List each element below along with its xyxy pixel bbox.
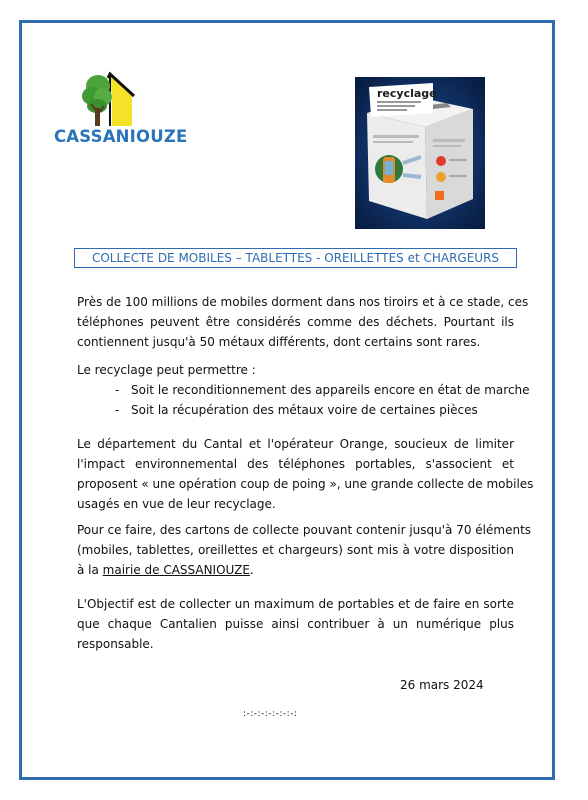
separator: :-:-:-:-:-:-:-:	[243, 709, 298, 719]
text-line: responsable.	[77, 637, 154, 651]
text-line: (mobiles, tablettes, oreillettes et chargeurs) sont mis à votre disposition	[77, 543, 514, 557]
text-line-suffix: .	[249, 563, 254, 577]
document-date: 26 mars 2024	[400, 678, 484, 692]
text-line: Le département du Cantal et l'opérateur Orange, soucieux de limiter	[77, 437, 514, 451]
paragraph-objective	[77, 594, 514, 654]
text-line: que chaque Cantalien puisse ainsi contribuer à un numérique plus	[77, 617, 514, 631]
text-line: Pour ce faire, des cartons de collecte pouvant contenir jusqu'à 70 éléments	[77, 523, 532, 537]
text-line-prefix: à la	[77, 563, 103, 577]
text-line: Près de 100 millions de mobiles dorment dans nos tiroirs et à ce stade, ces	[77, 295, 529, 309]
recycling-box-photo	[355, 77, 485, 229]
text-line: Le recyclage peut permettre :	[77, 363, 256, 377]
text-line: proposent « une opération coup de poing », une grande collecte de mobiles	[77, 477, 534, 491]
tree-house-icon	[80, 68, 140, 128]
paragraph-partnership	[77, 434, 534, 514]
cassaniouze-logo	[54, 68, 188, 150]
text-line: l'impact environnemental des téléphones portables, s'associent et	[77, 457, 514, 471]
text-line: usagés en vue de leur recyclage.	[77, 497, 276, 511]
text-line: contiennent jusqu'à 50 métaux différents, dont certains sont rares.	[77, 335, 481, 349]
list-item-text: Soit la récupération des métaux voire de certaines pièces	[131, 403, 478, 417]
text-line: L'Objectif est de collecter un maximum de portables et de faire en sorte	[77, 597, 514, 611]
recycling-box-illustration	[355, 77, 485, 229]
box-title: recyclage	[377, 87, 437, 100]
recycling-list	[115, 380, 535, 420]
dash-bullet: -	[115, 403, 120, 417]
text-line: téléphones peuvent être considérés comme des déchets. Pourtant ils	[77, 315, 514, 329]
paragraph-collection	[77, 520, 532, 580]
dash-bullet: -	[115, 383, 120, 397]
list-item	[115, 400, 535, 420]
paragraph-intro	[77, 292, 529, 352]
list-item	[115, 380, 535, 400]
document-title: COLLECTE DE MOBILES – TABLETTES - OREILLETTES et CHARGEURS	[74, 248, 517, 268]
town-hall-text: mairie de CASSANIOUZE	[102, 563, 250, 577]
list-item-text: Soit le reconditionnement des appareils encore en état de marche	[131, 383, 530, 397]
logo-wordmark: CASSANIOUZE	[54, 127, 188, 146]
text-line	[77, 560, 514, 580]
paragraph-recycling	[77, 360, 514, 380]
